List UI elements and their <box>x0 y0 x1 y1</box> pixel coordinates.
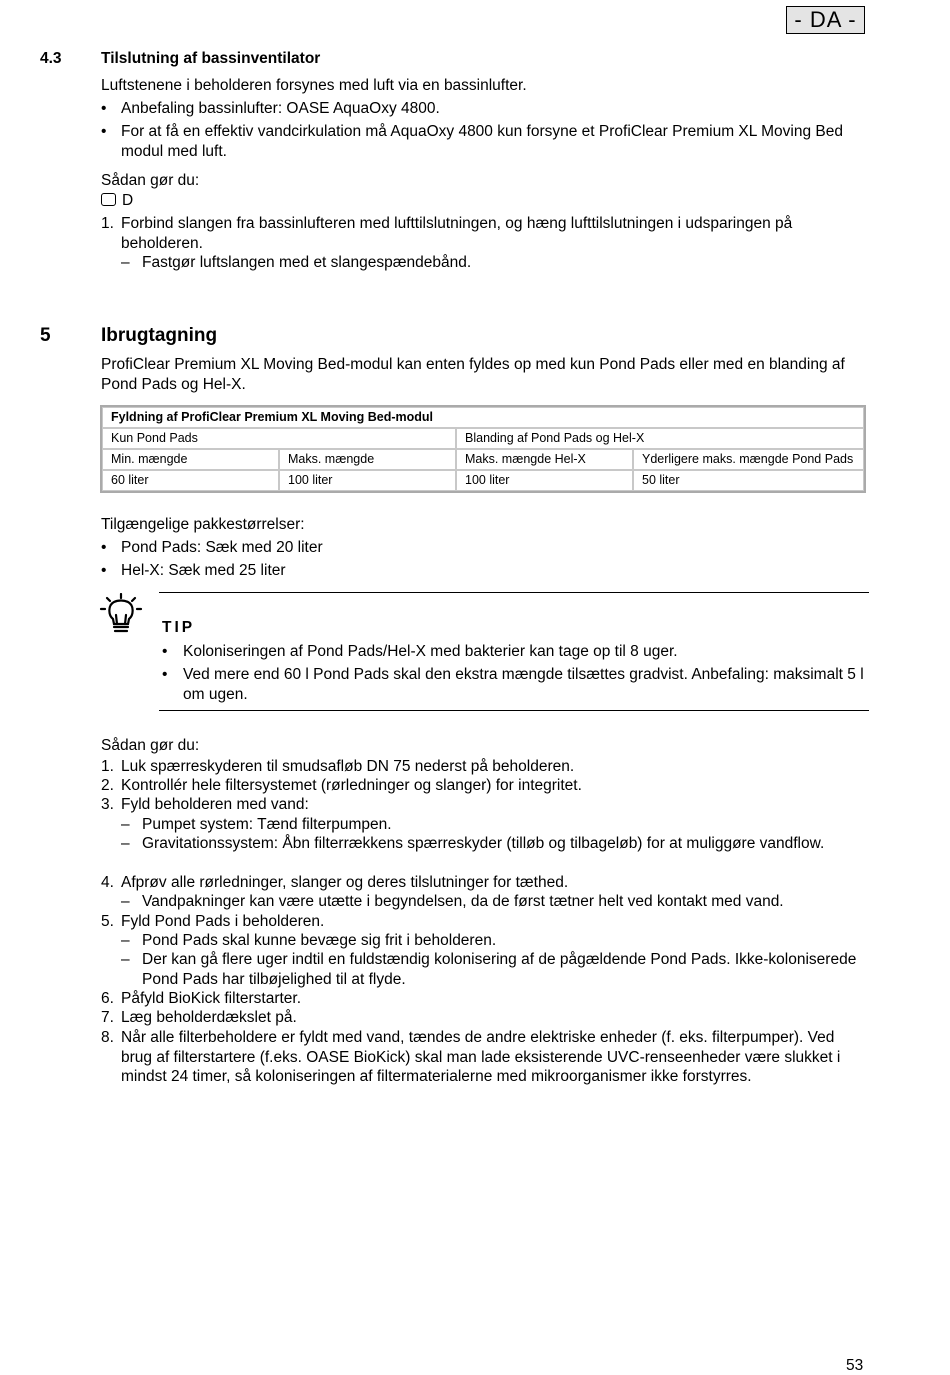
step-number: 1. <box>101 215 114 232</box>
sub-step-text: Der kan gå flere uger indtil en fuldstændig kolonisering af de pågældende Pond Pads. Ikke-koloniserede Pond Pads har tilbøjelighed til at flyde. <box>142 951 857 988</box>
step-text: Kontrollér hele filtersystemet (rørledninger og slanger) for integritet. <box>121 777 582 794</box>
step-item <box>101 989 871 1009</box>
figure-letter: D <box>122 192 134 209</box>
step-text: Når alle filterbeholdere er fyldt med vand, tændes de andre elektriske enheder (f. eks. filterpumper). Ved brug af filterstartere (f.eks. OASE BioKick) skal man lade eksisterende UVC-renseenheder være slukket i mindst 24 timer, så koloniseringen af filtermaterialerne med mikroorganismer ikke forstyrres. <box>121 1029 841 1085</box>
tip-divider <box>159 592 869 593</box>
lightbulb-icon <box>99 593 143 637</box>
list-item <box>101 122 869 161</box>
sub-step <box>121 834 859 854</box>
sub-step-text: Vandpakninger kan være utætte i begyndelsen, da de først tætner helt ved kontakt med vand. <box>142 893 784 910</box>
table-group-header: Kun Pond Pads <box>102 428 456 449</box>
step-item <box>101 873 871 893</box>
step-item <box>101 214 856 253</box>
step-number: 3. <box>101 796 114 813</box>
step-number: 4. <box>101 874 114 891</box>
step-text: Forbind slangen fra bassinlufteren med lufttilslutningen, og hæng lufttilslutningen i udsparingen på beholderen. <box>121 215 793 252</box>
tip-item <box>162 665 868 704</box>
dash-icon: – <box>121 816 130 833</box>
table-group-header: Blanding af Pond Pads og Hel-X <box>456 428 864 449</box>
list-item-text: Pond Pads: Sæk med 20 liter <box>121 539 323 556</box>
step-text: Fyld Pond Pads i beholderen. <box>121 913 325 930</box>
section-number: 4.3 <box>40 50 62 67</box>
sub-step-text: Pumpet system: Tænd filterpumpen. <box>142 816 392 833</box>
dash-icon: – <box>121 951 130 968</box>
dash-icon: – <box>121 835 130 852</box>
sub-step <box>121 931 866 951</box>
tip-item-text: Ved mere end 60 l Pond Pads skal den ekstra mængde tilsættes gradvist. Anbefaling: maksimalt 5 l om ugen. <box>183 666 864 703</box>
bullet-icon: • <box>101 123 107 140</box>
chapter-title: Ibrugtagning <box>101 325 218 346</box>
tip-item-text: Koloniseringen af Pond Pads/Hel-X med bakterier kan tage op til 8 uger. <box>183 643 678 660</box>
step-number: 8. <box>101 1029 114 1046</box>
table-cell: 60 liter <box>102 470 279 491</box>
how-to-label: Sådan gør du: <box>101 737 200 754</box>
tip-divider <box>159 710 869 711</box>
step-item <box>101 1028 867 1087</box>
step-item <box>101 912 871 932</box>
table-cell: 50 liter <box>633 470 864 491</box>
step-text: Luk spærreskyderen til smudsafløb DN 75 nederst på beholderen. <box>121 758 575 775</box>
page-number: 53 <box>846 1357 864 1374</box>
bullet-icon: • <box>162 643 168 660</box>
step-text: Afprøv alle rørledninger, slanger og deres tilslutninger for tæthed. <box>121 874 569 891</box>
bullet-icon: • <box>101 100 107 117</box>
tip-item <box>162 642 867 662</box>
figure-reference <box>101 191 133 211</box>
sub-step-text: Fastgør luftslangen med et slangespændebånd. <box>142 254 472 271</box>
list-item-text: Anbefaling bassinlufter: OASE AquaOxy 4800. <box>121 100 440 117</box>
list-item <box>101 99 871 119</box>
dash-icon: – <box>121 254 130 271</box>
table-cell: 100 liter <box>456 470 633 491</box>
sub-step-text: Pond Pads skal kunne bevæge sig frit i beholderen. <box>142 932 497 949</box>
filling-table <box>101 406 865 492</box>
step-text: Fyld beholderen med vand: <box>121 796 309 813</box>
how-to-label: Sådan gør du: <box>101 172 200 189</box>
sub-step <box>121 950 863 989</box>
list-item <box>101 538 871 558</box>
chapter-number: 5 <box>40 325 51 346</box>
sub-step <box>121 815 866 835</box>
list-item-text: For at få en effektiv vandcirkulation må AquaOxy 4800 kun forsyne et ProfiClear Premium XL Moving Bed modul med luft. <box>121 123 843 160</box>
step-number: 2. <box>101 777 114 794</box>
section-title: Tilslutning af bassinventilator <box>101 50 321 67</box>
dash-icon: – <box>121 893 130 910</box>
step-number: 1. <box>101 758 114 775</box>
figure-box-icon <box>101 193 116 206</box>
table-column-header: Maks. mængde <box>279 449 456 470</box>
paragraph: ProfiClear Premium XL Moving Bed-modul kan enten fyldes op med kun Pond Pads eller med en blanding af Pond Pads og Hel-X. <box>101 356 845 393</box>
dash-icon: – <box>121 932 130 949</box>
list-item-text: Hel-X: Sæk med 25 liter <box>121 562 286 579</box>
packs-label: Tilgængelige pakkestørrelser: <box>101 516 305 533</box>
sub-step-text: Gravitationssystem: Åbn filterrækkens spærreskyder (tilløb og tilbageløb) for at muliggøre vandflow. <box>142 835 825 852</box>
step-item <box>101 795 871 815</box>
step-item <box>101 757 871 777</box>
table-cell: 100 liter <box>279 470 456 491</box>
list-item <box>101 561 871 581</box>
tip-label: TIP <box>162 619 196 636</box>
paragraph: Luftstenene i beholderen forsynes med luft via en bassinlufter. <box>101 77 527 94</box>
table-column-header: Yderligere maks. mængde Pond Pads <box>633 449 864 470</box>
bullet-icon: • <box>101 539 107 556</box>
table-column-header: Maks. mængde Hel-X <box>456 449 633 470</box>
step-item <box>101 776 871 796</box>
table-column-header: Min. mængde <box>102 449 279 470</box>
sub-step <box>121 253 866 273</box>
step-number: 7. <box>101 1009 114 1026</box>
step-number: 5. <box>101 913 114 930</box>
step-text: Påfyld BioKick filterstarter. <box>121 990 302 1007</box>
language-badge: - DA - <box>786 6 865 34</box>
step-item <box>101 1008 871 1028</box>
step-text: Læg beholderdækslet på. <box>121 1009 297 1026</box>
table-title: Fyldning af ProfiClear Premium XL Moving Bed-modul <box>102 407 864 428</box>
bullet-icon: • <box>162 666 168 683</box>
sub-step <box>121 892 866 912</box>
step-number: 6. <box>101 990 114 1007</box>
bullet-icon: • <box>101 562 107 579</box>
